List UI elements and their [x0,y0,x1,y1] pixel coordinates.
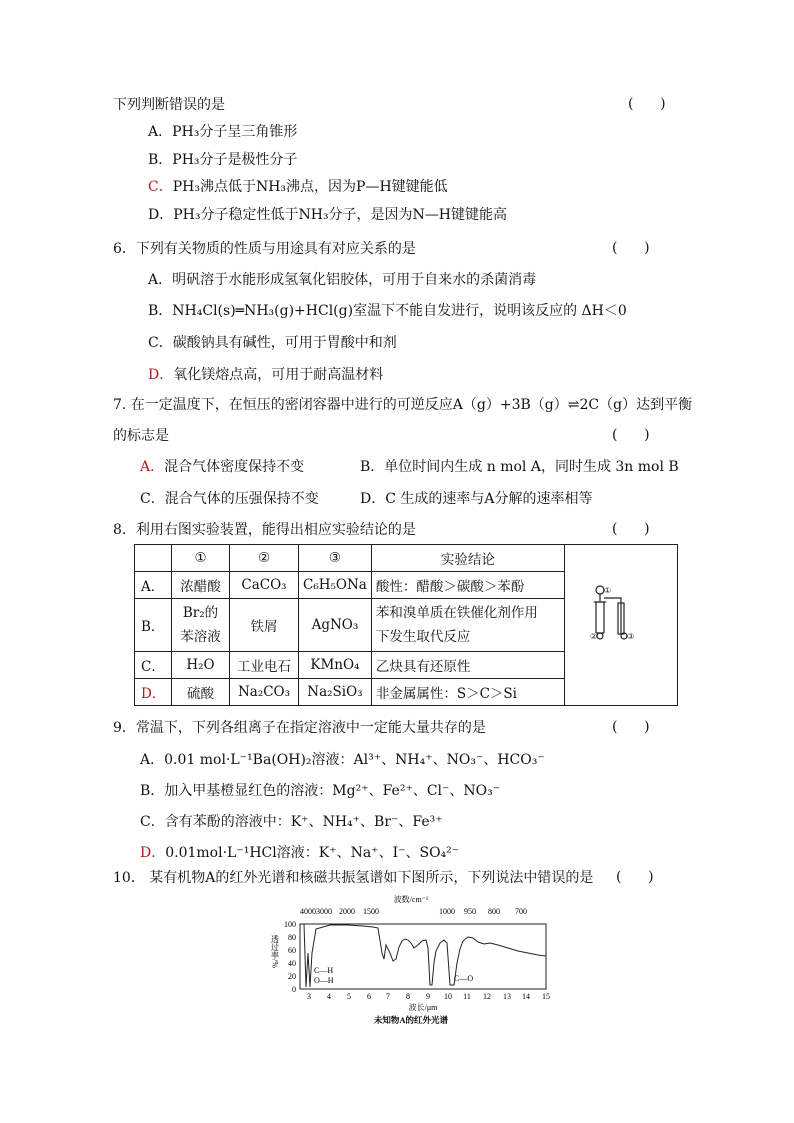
row-label: B． [135,599,172,652]
q7-option-a: A．混合气体密度保持不变 [140,459,305,475]
y-tick: 0 [292,985,296,994]
x-tick: 15 [542,992,550,1001]
x-tick: 10 [444,992,452,1001]
apparatus-figure [564,545,677,706]
q10-answer-paren: ( ) [616,869,654,885]
x-tick: 13 [503,992,511,1001]
q6-option-a: A．明矾溶于水能形成氢氧化铝胶体，可用于自来水的杀菌消毒 [148,272,537,288]
y-tick: 20 [288,972,296,981]
x-tick: 3 [307,992,311,1001]
svg-text:①: ① [603,586,612,595]
table-cell: AgNO₃ [299,599,372,652]
ir-plot-frame [300,924,546,989]
q9-stem: 9．常温下，下列各组离子在指定溶液中一定能大量共存的是 [113,720,486,736]
q5-option-d: D．PH₃分子稳定性低于NH₃分子，是因为N—H键键能高 [148,207,508,223]
table-header-cell: ③ [299,545,372,572]
q6-option-c: C．碳酸钠具有碱性，可用于胃酸中和剂 [148,335,397,351]
table-cell: 非金属属性：S＞C＞Si [371,679,564,706]
table-cell: Na₂CO₃ [230,679,299,706]
ir-spectrum-trace [304,924,546,987]
row-label: D． [135,679,172,706]
table-cell: CaCO₃ [230,572,299,599]
x-tick: 9 [426,992,430,1001]
q8-stem: 8．利用右图实验装置，能得出相应实验结论的是 [113,522,416,538]
q9-option-d: D．0.01mol·L⁻¹HCl溶液：K⁺、Na⁺、I⁻、SO₄²⁻ [140,845,460,861]
q5-option-a: A．PH₃分子呈三角锥形 [148,124,298,140]
table-cell: Br₂的 苯溶液 [172,599,230,652]
q7-stem-line1: 7. 在一定温度下，在恒压的密闭容器中进行的可逆反应A（g）+3B（g）⇌2C（g）达到平衡 [113,397,693,413]
y-tick: 60 [288,946,296,955]
q5-option-c: C．PH₃沸点低于NH₃沸点，因为P—H键键能低 [148,179,448,195]
annotation: C—H [314,966,334,975]
table-cell: 铁屑 [230,599,299,652]
table-cell: H₂O [172,652,230,679]
q9-answer-paren: ( ) [612,719,650,735]
q5-option-b: B．PH₃分子是极性分子 [148,152,298,168]
ir-y-ticks [284,920,296,994]
top-tick: 4000 [300,907,316,916]
table-header-cell: ② [230,545,299,572]
table-cell: Na₂SiO₃ [299,679,372,706]
top-tick: 950 [464,907,476,916]
table-header-cell: ① [172,545,230,572]
row-label: A． [135,572,172,599]
x-tick: 11 [463,992,471,1001]
top-tick: 1500 [363,907,379,916]
q9-option-c: C．含有苯酚的溶液中：K⁺、NH₄⁺、Br⁻、Fe³⁺ [140,814,443,830]
q7-stem-line2: 的标志是 [113,428,169,444]
q7-answer-paren: ( ) [612,427,650,443]
ir-caption: 未知物A的红外光谱 [373,1015,449,1025]
ir-y-axis-label: 透过率/% [270,935,280,968]
q8-answer-paren: ( ) [612,521,650,537]
y-tick: 40 [288,959,296,968]
q7-option-d: D．C 生成的速率与A分解的速率相等 [360,491,593,507]
q9-option-b: B．加入甲基橙显红色的溶液：Mg²⁺、Fe²⁺、Cl⁻、NO₃⁻ [140,783,501,799]
ir-x-axis-label: 波长/μm [408,1003,438,1012]
table-cell: KMnO₄ [299,652,372,679]
table-header-cell [135,545,172,572]
x-tick: 5 [347,992,351,1001]
q6-option-b: B．NH₄Cl(s)═NH₃(g)+HCl(g)室温下不能自发进行，说明该反应的 ΔH＜0 [148,303,627,319]
x-tick: 12 [483,992,491,1001]
q6-answer-paren: ( ) [612,240,650,256]
annotation: C—O [454,974,474,983]
q10-stem: 10． 某有机物A的红外光谱和核磁共振氢谱如下图所示，下列说法中错误的是 [113,870,594,886]
ir-top-ticks [300,907,527,916]
q6-option-d: D．氧化镁熔点高，可用于耐高温材料 [148,367,384,383]
x-tick: 4 [327,992,331,1001]
row-label: C． [135,652,172,679]
table-header-cell: 实验结论 [371,545,564,572]
ir-top-axis-label: 波数/cm⁻¹ [393,895,429,904]
ir-spectrum-plot [268,893,558,1028]
q9-option-a: A．0.01 mol·L⁻¹Ba(OH)₂溶液：Al³⁺、NH₄⁺、NO₃⁻、HCO₃⁻ [140,752,545,768]
top-tick: 700 [515,907,527,916]
q7-option-c: C．混合气体的压强保持不变 [140,491,319,507]
apparatus-icon [565,548,677,698]
table-cell: 苯和溴单质在铁催化剂作用 下发生取代反应 [371,599,564,652]
annotation: O—H [314,976,334,985]
y-tick: 80 [288,933,296,942]
x-tick: 6 [367,992,371,1001]
q6-stem: 6．下列有关物质的性质与用途具有对应关系的是 [113,241,416,257]
ir-spectrum-figure [268,893,558,1028]
table-cell: 硫酸 [172,679,230,706]
q5-stem: 下列判断错误的是 [113,97,225,113]
x-tick: 8 [406,992,410,1001]
top-tick: 2000 [339,907,355,916]
svg-text:③: ③ [626,632,635,641]
q7-option-b: B．单位时间内生成 n mol A，同时生成 3n mol B [360,459,679,475]
top-tick: 3000 [316,907,332,916]
table-cell: 浓醋酸 [172,572,230,599]
table-cell: 工业电石 [230,652,299,679]
table-header-row [135,545,678,572]
top-tick: 1000 [439,907,455,916]
x-tick: 14 [522,992,530,1001]
q8-experiment-table [134,544,678,706]
top-tick: 800 [488,907,500,916]
q5-answer-paren: ( ) [628,96,666,112]
table-cell: 酸性：醋酸＞碳酸＞苯酚 [371,572,564,599]
table-cell: C₆H₅ONa [299,572,372,599]
svg-text:②: ② [589,632,598,641]
y-tick: 100 [284,920,296,929]
ir-x-ticks [307,992,550,1001]
table-cell: 乙炔具有还原性 [371,652,564,679]
x-tick: 7 [386,992,390,1001]
